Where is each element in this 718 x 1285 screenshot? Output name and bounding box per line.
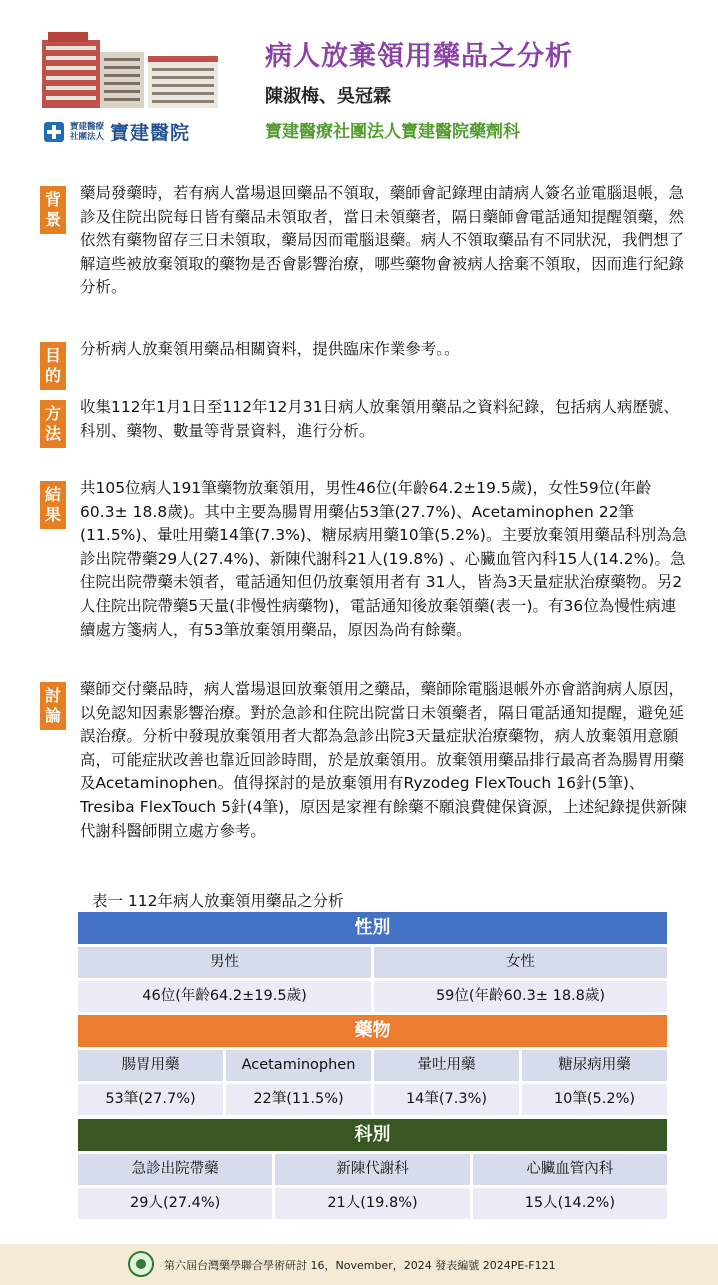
association-seal-icon — [128, 1251, 154, 1277]
table-cell: Acetaminophen — [226, 1050, 371, 1081]
logo-small-line-1: 寶建醫療 — [70, 121, 105, 132]
table-cell: 糖尿病用藥 — [522, 1050, 667, 1081]
section-method — [40, 396, 690, 443]
medical-cross-icon — [44, 122, 64, 142]
hospital-logo — [44, 118, 190, 145]
table-cell: 59位(年齡60.3± 18.8歲) — [374, 981, 667, 1012]
table-row-header — [78, 947, 667, 978]
section-tag: 結果 — [40, 481, 66, 529]
table-band-departments: 科別 — [78, 1119, 667, 1151]
table-cell: 46位(年齡64.2±19.5歲) — [78, 981, 371, 1012]
table-cell: 急診出院帶藥 — [78, 1154, 272, 1185]
section-text: 分析病人放棄領用藥品相關資料，提供臨床作業參考。。 — [80, 340, 460, 358]
table-row-values — [78, 1188, 667, 1219]
table-band-gender: 性別 — [78, 912, 667, 944]
table-cell: 14筆(7.3%) — [374, 1084, 519, 1115]
hospital-building-illustration — [40, 30, 220, 110]
table-gender-block — [78, 912, 667, 1012]
table-caption: 表一 112年病人放棄領用藥品之分析 — [92, 892, 344, 910]
table-row-header — [78, 1154, 667, 1185]
table-row-values — [78, 981, 667, 1012]
poster-title: 病人放棄領用藥品之分析 — [265, 41, 573, 72]
table-cell: 29人(27.4%) — [78, 1188, 272, 1219]
section-text: 共105位病人191筆藥物放棄領用，男性46位(年齡64.2±19.5歲)，女性59位(年齡60.3± 18.8歲)。其中主要為腸胃用藥佔53筆(27.7%)、Acetaminophen 22筆(11.5%)、暈吐用藥14筆(7.3%)、糖尿病用藥10筆(5.2%)。主要放棄領用藥品科別為急診出院帶藥29人(27.4%)、新陳代謝科21人(19.8%) 、心臟血管內科15人(14.2%)。急住院出院帶藥未領者，電話通知但仍放棄領用者有 31人，皆為3天量症狀治療藥物。另2人住院出院帶藥5天量(非慢性病藥物)，電話通知後放棄領藥(表一)。有36位為慢性病連續處方箋病人，有53筆放棄領用藥品，原因為尚有餘藥。 — [80, 479, 688, 639]
section-tag: 討論 — [40, 682, 66, 730]
section-tag: 目的 — [40, 342, 66, 390]
section-text: 藥局發藥時，若有病人當場退回藥品不領取，藥師會記錄理由請病人簽名並電腦退帳，急診及住院出院每日皆有藥品未領取者，當日未領藥者，隔日藥師會電話通知提醒領藥，然依然有藥物留存三日未領取，藥局因而電腦退藥。病人不領取藥品有不同狀況，我們想了解這些被放棄領取的藥物是否會影響治療，哪些藥物會被病人捨棄不領取，因而進行紀錄分析。 — [80, 184, 685, 297]
section-background — [40, 182, 690, 300]
table-cell: 15人(14.2%) — [473, 1188, 667, 1219]
section-purpose — [40, 338, 690, 385]
table-cell: 女性 — [374, 947, 667, 978]
section-tag: 方法 — [40, 400, 66, 448]
table-cell: 腸胃用藥 — [78, 1050, 223, 1081]
footer-text: 第六屆台灣藥學聯合學術研討 16，November，2024 發表編號 2024PE-F121 — [164, 1259, 556, 1272]
table-cell: 53筆(27.7%) — [78, 1084, 223, 1115]
logo-small-line-2: 社團法人 — [70, 131, 105, 142]
table-row-header — [78, 1050, 667, 1081]
section-discussion — [40, 678, 690, 843]
section-text: 收集112年1月1日至112年12月31日病人放棄領用藥品之資料紀錄，包括病人病歷號、科別、藥物、數量等背景資料，進行分析。 — [80, 398, 679, 440]
table-cell: 22筆(11.5%) — [226, 1084, 371, 1115]
section-tag: 背景 — [40, 186, 66, 234]
table-cell: 暈吐用藥 — [374, 1050, 519, 1081]
table-cell: 心臟血管內科 — [473, 1154, 667, 1185]
table-cell: 男性 — [78, 947, 371, 978]
table-drugs-block — [78, 1015, 667, 1115]
poster-affiliation: 寶建醫療社團法人寶建醫院藥劑科 — [265, 122, 520, 142]
table-cell: 21人(19.8%) — [275, 1188, 469, 1219]
table-row-values — [78, 1084, 667, 1115]
poster-authors: 陳淑梅、吳冠霖 — [265, 86, 391, 107]
table-cell: 10筆(5.2%) — [522, 1084, 667, 1115]
table-departments-block — [78, 1119, 667, 1219]
logo-hospital-name: 寶建醫院 — [110, 122, 191, 144]
table-band-drugs: 藥物 — [78, 1015, 667, 1047]
section-results — [40, 477, 690, 642]
poster-footer — [0, 1244, 718, 1285]
section-text: 藥師交付藥品時，病人當場退回放棄領用之藥品，藥師除電腦退帳外亦會諮詢病人原因，以免認知因素影響治療。對於急診和住院出院當日未領藥者，隔日電話通知提醒，避免延誤治療。分析中發現放棄領用者大都為急診出院3天量症狀治療藥物，病人放棄領用意願高，可能症狀改善也靠近回診時間，於是放棄領用。放棄領用藥品排行最高者為腸胃用藥及Acetaminophen。值得探討的是放棄領用有Ryzodeg FlexTouch 16針(5筆)、Tresiba FlexTouch 5針(4筆)，原因是家裡有餘藥不願浪費健保資源，上述紀錄提供新陳代謝科醫師開立處方參考。 — [80, 680, 688, 840]
logo-small-text — [70, 122, 104, 142]
poster-header — [0, 0, 718, 160]
table-cell: 新陳代謝科 — [275, 1154, 469, 1185]
